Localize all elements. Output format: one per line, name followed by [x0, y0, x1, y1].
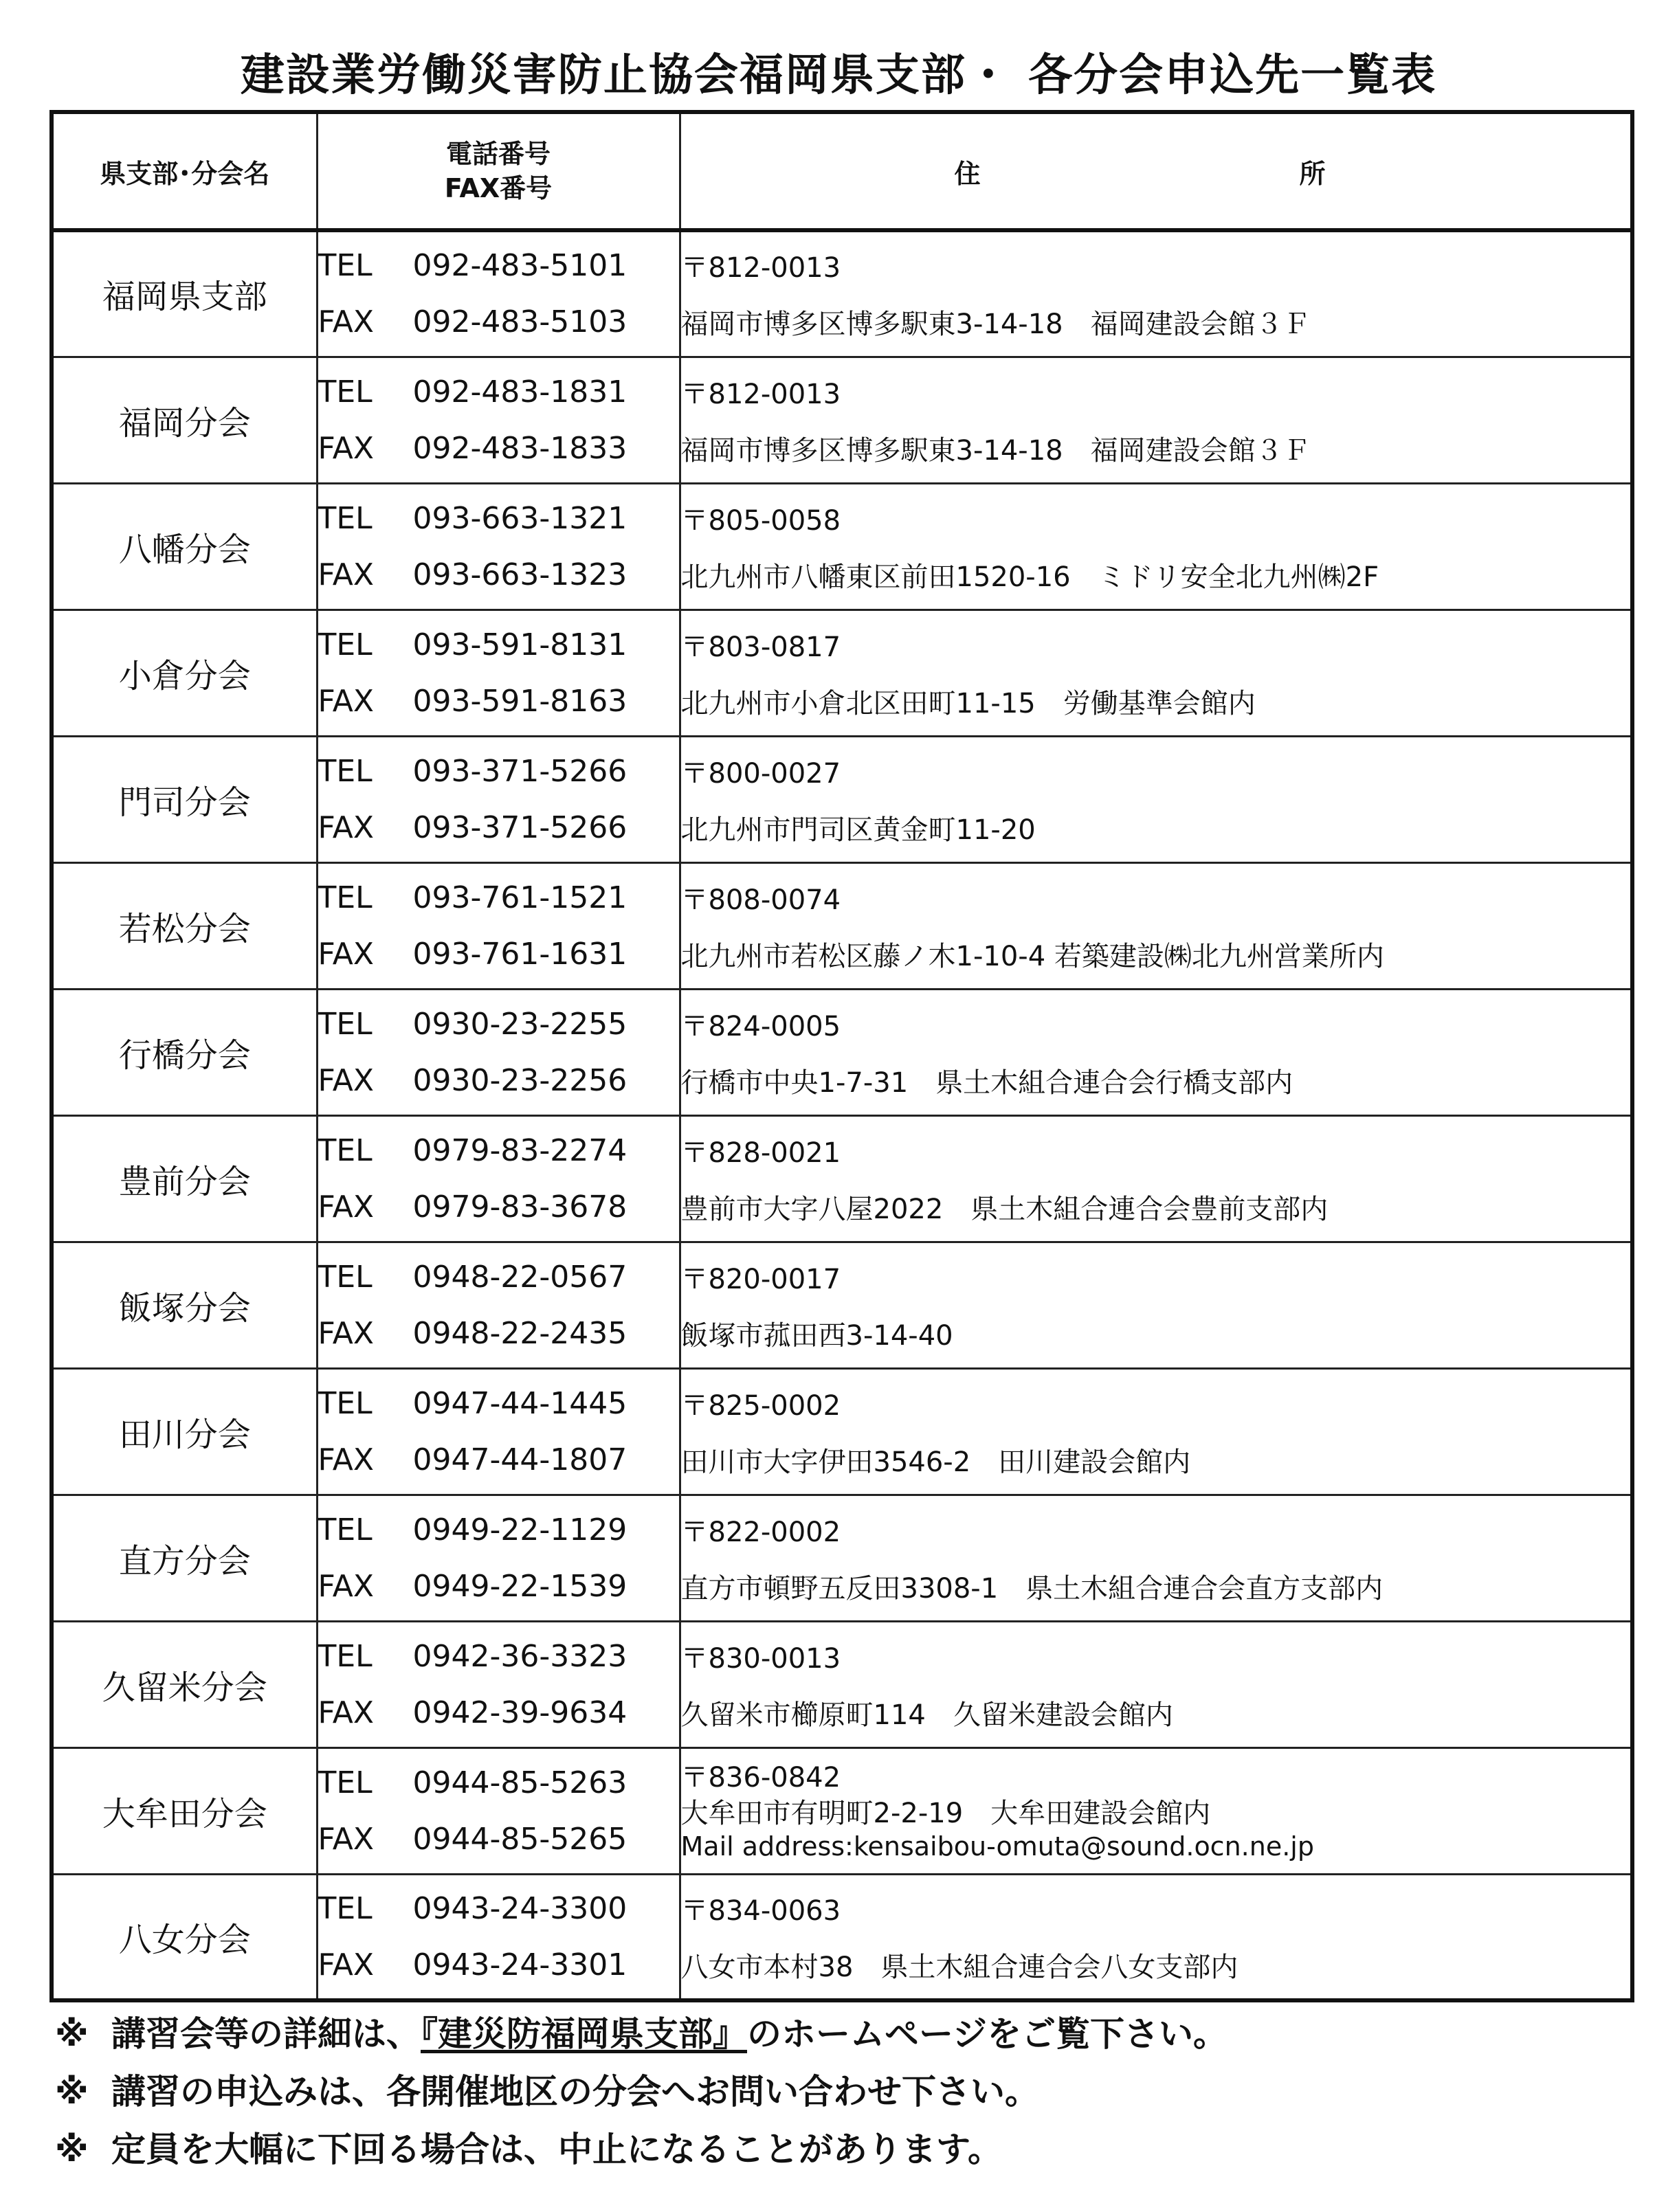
tel-label: TEL [318, 1638, 373, 1674]
tel-line [318, 869, 679, 926]
address-text: 飯塚市菰田西3-14-40 [680, 1319, 953, 1352]
tel-label: TEL [318, 374, 373, 410]
fax-line [318, 1558, 679, 1614]
table-header-row [52, 112, 1632, 230]
tel-line [318, 743, 679, 799]
postal-code: 〒812-0013 [680, 378, 841, 410]
address-cell [680, 1115, 1632, 1242]
fax-label: FAX [318, 557, 375, 592]
branch-name: 行橋分会 [52, 989, 317, 1115]
tel-line [318, 364, 679, 420]
header-branch-name: 県支部･分会名 [52, 112, 317, 230]
tel-label: TEL [318, 1890, 373, 1926]
address-text: 北九州市門司区黄金町11-20 [680, 814, 1036, 846]
tel-line [318, 996, 679, 1052]
phone-cell [317, 1747, 680, 1874]
fax-label: FAX [318, 1189, 375, 1225]
tel-line [318, 1375, 679, 1431]
branch-name: 門司分会 [52, 736, 317, 862]
address-text: 福岡市博多区博多駅東3-14-18 福岡建設会館３Ｆ [680, 434, 1311, 467]
address-text: 北九州市小倉北区田町11-15 労働基準会館内 [680, 687, 1256, 719]
fax-number: 093-591-8163 [412, 683, 628, 719]
fax-label: FAX [318, 1695, 375, 1730]
header-phone: 電話番号 [445, 139, 551, 169]
fax-label: FAX [318, 1315, 375, 1351]
tel-number: 0930-23-2255 [412, 1006, 628, 1042]
phone-cell [317, 483, 680, 610]
table-row [52, 357, 1632, 483]
branch-name: 八女分会 [52, 1874, 317, 2000]
tel-label: TEL [318, 1385, 373, 1421]
branch-name: 飯塚分会 [52, 1242, 317, 1368]
table-row [52, 483, 1632, 610]
tel-number: 092-483-5101 [412, 248, 628, 284]
tel-label: TEL [318, 880, 373, 915]
fax-label: FAX [318, 1821, 375, 1857]
phone-cell [317, 989, 680, 1115]
branch-name: 田川分会 [52, 1368, 317, 1495]
fax-number: 093-761-1631 [412, 936, 628, 972]
fax-label: FAX [318, 1442, 375, 1477]
phone-cell [317, 610, 680, 736]
table-row [52, 862, 1632, 989]
table-row [52, 989, 1632, 1115]
branch-name: 若松分会 [52, 862, 317, 989]
header-address-char-2: 所 [1299, 159, 1326, 189]
fax-label: FAX [318, 430, 375, 466]
tel-line [318, 1249, 679, 1305]
tel-number: 0948-22-0567 [412, 1259, 628, 1295]
phone-cell [317, 357, 680, 483]
tel-line [318, 490, 679, 546]
postal-code: 〒820-0017 [680, 1263, 841, 1295]
fax-line [318, 420, 679, 476]
address-cell [680, 736, 1632, 862]
table-row [52, 1495, 1632, 1621]
table-row [52, 1621, 1632, 1747]
tel-label: TEL [318, 500, 373, 536]
branch-name: 直方分会 [52, 1495, 317, 1621]
postal-code: 〒812-0013 [680, 252, 841, 284]
table-row [52, 230, 1632, 357]
page-title: 建設業労働災害防止協会福岡県支部・ 各分会申込先一覧表 [240, 50, 1437, 101]
tel-label: TEL [318, 1006, 373, 1042]
fax-number: 0944-85-5265 [412, 1821, 628, 1857]
phone-cell [317, 1495, 680, 1621]
fax-label: FAX [318, 304, 375, 340]
note-2 [55, 2063, 1228, 2121]
tel-label: TEL [318, 1765, 373, 1800]
postal-code: 〒825-0002 [680, 1389, 841, 1422]
address-cell [680, 610, 1632, 736]
tel-line [318, 1628, 679, 1684]
tel-number: 0943-24-3300 [412, 1890, 628, 1926]
postal-code: 〒828-0021 [680, 1137, 841, 1169]
fax-label: FAX [318, 936, 375, 972]
fax-line [318, 926, 679, 982]
header-fax: FAX番号 [444, 173, 553, 203]
fax-number: 0979-83-3678 [412, 1189, 628, 1225]
phone-cell [317, 1874, 680, 2000]
address-cell [680, 989, 1632, 1115]
address-cell [680, 230, 1632, 357]
table-row [52, 1747, 1632, 1874]
address-text: 八女市本村38 県土木組合連合会八女支部内 [680, 1951, 1239, 1983]
table-row [52, 1874, 1632, 2000]
table-row [52, 736, 1632, 862]
address-cell [680, 1621, 1632, 1747]
postal-code: 〒824-0005 [680, 1010, 841, 1042]
address-text: 北九州市八幡東区前田1520-16 ミドリ安全北九州㈱2F [680, 561, 1379, 593]
fax-line [318, 1305, 679, 1361]
tel-line [318, 1754, 679, 1811]
branch-name: 小倉分会 [52, 610, 317, 736]
fax-line [318, 1052, 679, 1108]
fax-number: 093-663-1323 [412, 557, 628, 592]
address-text: 田川市大字伊田3546-2 田川建設会館内 [680, 1446, 1191, 1478]
branch-name: 福岡分会 [52, 357, 317, 483]
notes-section [55, 2005, 1228, 2178]
branch-name: 八幡分会 [52, 483, 317, 610]
note-1-homepage-name: 『建災防福岡県支部』 [421, 2014, 747, 2054]
postal-code: 〒800-0027 [680, 757, 841, 790]
fax-line [318, 1811, 679, 1867]
mail-address: Mail address:kensaibou-omuta@sound.ocn.ne.jp [680, 1831, 1314, 1862]
fax-line [318, 1936, 679, 1993]
tel-line [318, 238, 679, 294]
fax-number: 0947-44-1807 [412, 1442, 628, 1477]
address-cell [680, 862, 1632, 989]
note-2-text: 講習の申込みは、各開催地区の分会へお問い合わせ下さい。 [111, 2072, 1039, 2112]
note-3-text: 定員を大幅に下回る場合は、中止になることがあります。 [111, 2130, 1002, 2169]
table-row [52, 1368, 1632, 1495]
fax-number: 0949-22-1539 [412, 1568, 628, 1604]
fax-number: 093-371-5266 [412, 809, 628, 845]
tel-label: TEL [318, 1512, 373, 1548]
tel-number: 093-371-5266 [412, 753, 628, 789]
fax-number: 092-483-5103 [412, 304, 628, 340]
tel-line [318, 1122, 679, 1178]
note-mark: ※ [55, 2130, 89, 2169]
tel-label: TEL [318, 627, 373, 662]
fax-label: FAX [318, 809, 375, 845]
fax-line [318, 546, 679, 603]
branch-name: 久留米分会 [52, 1621, 317, 1747]
header-phone-fax [317, 112, 680, 230]
fax-line [318, 1178, 679, 1235]
fax-line [318, 673, 679, 729]
fax-label: FAX [318, 683, 375, 719]
address-cell [680, 1368, 1632, 1495]
address-cell [680, 483, 1632, 610]
postal-code: 〒822-0002 [680, 1516, 841, 1548]
address-cell [680, 1747, 1632, 1874]
fax-line [318, 1431, 679, 1488]
tel-number: 0942-36-3323 [412, 1638, 628, 1674]
tel-number: 092-483-1831 [412, 374, 628, 410]
branch-contact-table [49, 110, 1634, 2002]
address-text: 大牟田市有明町2-2-19 大牟田建設会館内 [680, 1797, 1211, 1829]
tel-label: TEL [318, 1259, 373, 1295]
phone-cell [317, 1242, 680, 1368]
phone-cell [317, 1115, 680, 1242]
address-cell [680, 1242, 1632, 1368]
table-row [52, 1115, 1632, 1242]
postal-code: 〒808-0074 [680, 884, 841, 916]
branch-name: 福岡県支部 [52, 230, 317, 357]
fax-number: 0943-24-3301 [412, 1947, 628, 1982]
fax-line [318, 1684, 679, 1741]
address-text: 北九州市若松区藤ノ木1-10-4 若築建設㈱北九州営業所内 [680, 940, 1384, 972]
note-1 [55, 2005, 1228, 2063]
branch-name: 豊前分会 [52, 1115, 317, 1242]
postal-code: 〒803-0817 [680, 631, 841, 663]
phone-cell [317, 736, 680, 862]
address-cell [680, 357, 1632, 483]
tel-number: 0979-83-2274 [412, 1132, 628, 1168]
fax-number: 092-483-1833 [412, 430, 628, 466]
address-cell [680, 1495, 1632, 1621]
address-text: 豊前市大字八屋2022 県土木組合連合会豊前支部内 [680, 1193, 1329, 1225]
fax-label: FAX [318, 1062, 375, 1098]
table-row [52, 610, 1632, 736]
tel-label: TEL [318, 753, 373, 789]
address-cell [680, 1874, 1632, 2000]
fax-number: 0930-23-2256 [412, 1062, 628, 1098]
postal-code: 〒834-0063 [680, 1895, 841, 1927]
postal-code: 〒805-0058 [680, 504, 841, 537]
note-1-text-before: 講習会等の詳細は、 [111, 2014, 421, 2054]
tel-number: 093-591-8131 [412, 627, 628, 662]
tel-number: 093-761-1521 [412, 880, 628, 915]
note-1-text-after: のホームページをご覧下さい。 [747, 2014, 1228, 2054]
tel-number: 0944-85-5263 [412, 1765, 628, 1800]
fax-line [318, 799, 679, 856]
header-address [680, 112, 1632, 230]
tel-label: TEL [318, 1132, 373, 1168]
fax-line [318, 294, 679, 350]
postal-code: 〒836-0842 [680, 1761, 841, 1794]
tel-line [318, 616, 679, 673]
header-address-char-1: 住 [954, 159, 981, 189]
phone-cell [317, 862, 680, 989]
postal-code: 〒830-0013 [680, 1642, 841, 1675]
address-text: 福岡市博多区博多駅東3-14-18 福岡建設会館３Ｆ [680, 309, 1311, 341]
fax-number: 0948-22-2435 [412, 1315, 628, 1351]
address-text: 直方市頓野五反田3308-1 県土木組合連合会直方支部内 [680, 1572, 1384, 1605]
note-mark: ※ [55, 2072, 89, 2112]
table-row [52, 1242, 1632, 1368]
phone-cell [317, 1368, 680, 1495]
tel-line [318, 1880, 679, 1936]
phone-cell [317, 1621, 680, 1747]
tel-number: 0947-44-1445 [412, 1385, 628, 1421]
note-mark: ※ [55, 2014, 89, 2054]
tel-number: 093-663-1321 [412, 500, 628, 536]
tel-number: 0949-22-1129 [412, 1512, 628, 1548]
fax-number: 0942-39-9634 [412, 1695, 628, 1730]
fax-label: FAX [318, 1568, 375, 1604]
note-3 [55, 2121, 1228, 2178]
tel-line [318, 1501, 679, 1558]
address-text: 久留米市櫛原町114 久留米建設会館内 [680, 1699, 1173, 1731]
fax-label: FAX [318, 1947, 375, 1982]
address-text: 行橋市中央1-7-31 県土木組合連合会行橋支部内 [680, 1066, 1293, 1099]
tel-label: TEL [318, 248, 373, 284]
branch-name: 大牟田分会 [52, 1747, 317, 1874]
phone-cell [317, 230, 680, 357]
